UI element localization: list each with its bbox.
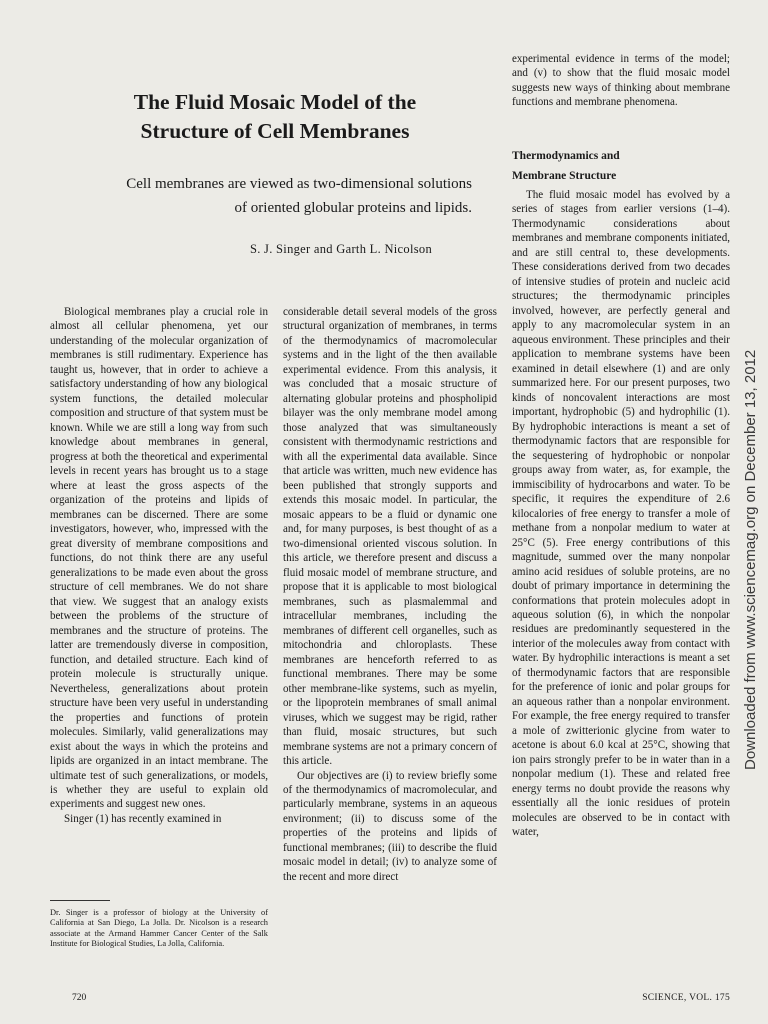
article-title [60, 88, 490, 146]
article-subtitle-line-1: Cell membranes are viewed as two-dimensional solutions [126, 176, 472, 192]
article-subtitle [40, 172, 472, 220]
text-column-3 [512, 52, 730, 840]
download-watermark [738, 300, 768, 770]
journal-footer: SCIENCE, VOL. 175 [642, 993, 730, 1003]
article-subtitle-line-2: of oriented globular proteins and lipids. [234, 200, 472, 216]
download-watermark-text: Downloaded from www.sciencemag.org on December 13, 2012 [742, 349, 759, 770]
paragraph: Biological membranes play a crucial role in almost all cellular phenomena, yet our understanding of the molecular organization of membranes is still rudimentary. Experience has taught us, however, that in order to achieve a satisfactory understanding of how any biological system functions, the detailed molecular composition and structure of that system must be known. While we are still a long way from such knowledge about membranes in general, progress at both the theoretical and experimental levels in recent years has brought us to a stage where at least the gross aspects of the organization of the proteins and lipids of membranes can be discerned. There are some investigators, however, who, impressed with the great diversity of membrane compositions and functions, do not think there are any useful generalizations to be made even about the gross structure of cell membranes. We do not share that view. We suggest that an analogy exists between the problems of the structure of membranes and the structure of proteins. The latter are tremendously diverse in composition, function, and detailed structure. Each kind of protein molecule is structurally unique. Nevertheless, generalizations about protein structure have been very useful in understanding the properties and functions of protein molecules. Similarly, valid generalizations may exist about the ways in which the proteins and lipids are organized in an intact membrane. The ultimate test of such generalizations, or models, is whether they are useful to explain old experiments and suggest new ones. [50, 306, 268, 811]
article-authors: S. J. Singer and Garth L. Nicolson [249, 242, 432, 256]
author-footnote: Dr. Singer is a professor of biology at the University of California at San Diego, La Jolla. Dr. Nicolson is a research associate at the Armand Hammer Cancer Center of the Salk Institute for Biological Studies, La Jolla, California. [50, 908, 268, 948]
paragraph: Singer (1) has recently examined in [64, 812, 222, 825]
page-number: 720 [72, 993, 87, 1003]
article-title-line-2: Structure of Cell Membranes [140, 119, 410, 143]
footnote-divider [50, 900, 110, 901]
paragraph: considerable detail several models of the gross structural organization of membranes, in terms of the thermodynamics of macromolecular systems and in the light of the then available experimental evidence. From this analysis, it was concluded that a mosaic structure of alternating globular proteins and phospholipid bilayer was the only membrane model among those analyzed that was simultaneously consistent with thermodynamic restrictions and with all the experimental data available. Since that article was written, much new evidence has been published that strongly supports and extends this mosaic model. In particular, the mosaic appears to be a fluid or dynamic one and, for many purposes, is best thought of as a two-dimensional oriented viscous solution. In this article, we therefore present and discuss a fluid mosaic model of membrane structure, and propose that it is applicable to most biological membranes, such as plasmalemmal and intracellular membranes, including the membranes of different cell organelles, such as mitochondria and chloroplasts. These membranes are henceforth referred to as functional membranes. There may be some other membrane-like systems, such as myelin, or the lipoprotein membranes of small animal viruses, which we suggest may be rigid, rather than fluid, mosaic structures, but such membrane systems are not a primary concern of this article. [283, 306, 497, 768]
section-heading-line-1: Thermodynamics and [512, 149, 620, 162]
paragraph: Our objectives are (i) to review briefly some of the thermodynamics of macromolecular, and particularly membrane, systems in an aqueous environment; (ii) to discuss some of the properties of the proteins and lipids of functional membranes; (iii) to describe the fluid mosaic model in detail; (iv) to analyze some of the recent and more direct [283, 769, 497, 883]
text-column-1 [50, 305, 268, 826]
section-heading [512, 146, 730, 186]
text-column-2 [283, 305, 497, 884]
article-title-line-1: The Fluid Mosaic Model of the [133, 90, 417, 114]
paragraph: experimental evidence in terms of the model; and (v) to show that the fluid mosaic model suggests new ways of thinking about membrane functions and membrane phenomena. [512, 53, 730, 109]
section-heading-line-2: Membrane Structure [512, 169, 617, 182]
paragraph: The fluid mosaic model has evolved by a series of stages from earlier versions (1–4). Thermodynamic considerations about membranes and membrane components initiated, and are still central to, these developments. These considerations derived from two decades of intensive studies of protein and nucleic acid structures; the thermodynamic principles involved, however, are perfectly general and apply to any macromolecular system in an aqueous environment. These principles and their application to membrane systems have been examined in detail elsewhere (1) and are only summarized here. For our present purposes, two kinds of noncovalent interactions are most important, hydrophobic (5) and hydrophilic (1). By hydrophobic interactions is meant a set of thermodynamic factors that are responsible for the sequestering of hydrophobic or nonpolar groups away from water, as, for example, the immiscibility of hydrocarbons and water. To be specific, it requires the expenditure of 2.6 kilocalories of free energy to transfer a mole of methane from a nonpolar medium to water at 25°C (5). Free energy contributions of this magnitude, summed over the many nonpolar amino acid residues of soluble proteins, are no doubt of primary importance in determining the conformations that protein molecules adopt in aqueous solution (6), in which the nonpolar residues are predominantly sequestered in the interior of the molecules away from contact with water. By hydrophilic interactions is meant a set of thermodynamic factors that are responsible for the preference of ionic and polar groups for an aqueous rather than a nonpolar environment. For example, the free energy required to transfer a mole of zwitterionic glycine from water to acetone is about 6.0 kcal at 25°C, showing that ion pairs strongly prefer to be in water than in a nonpolar medium (1). These and related free energy terms no doubt provide the reasons why essentially all the ionic residues of protein molecules are observed to be in contact with water, [512, 188, 730, 839]
